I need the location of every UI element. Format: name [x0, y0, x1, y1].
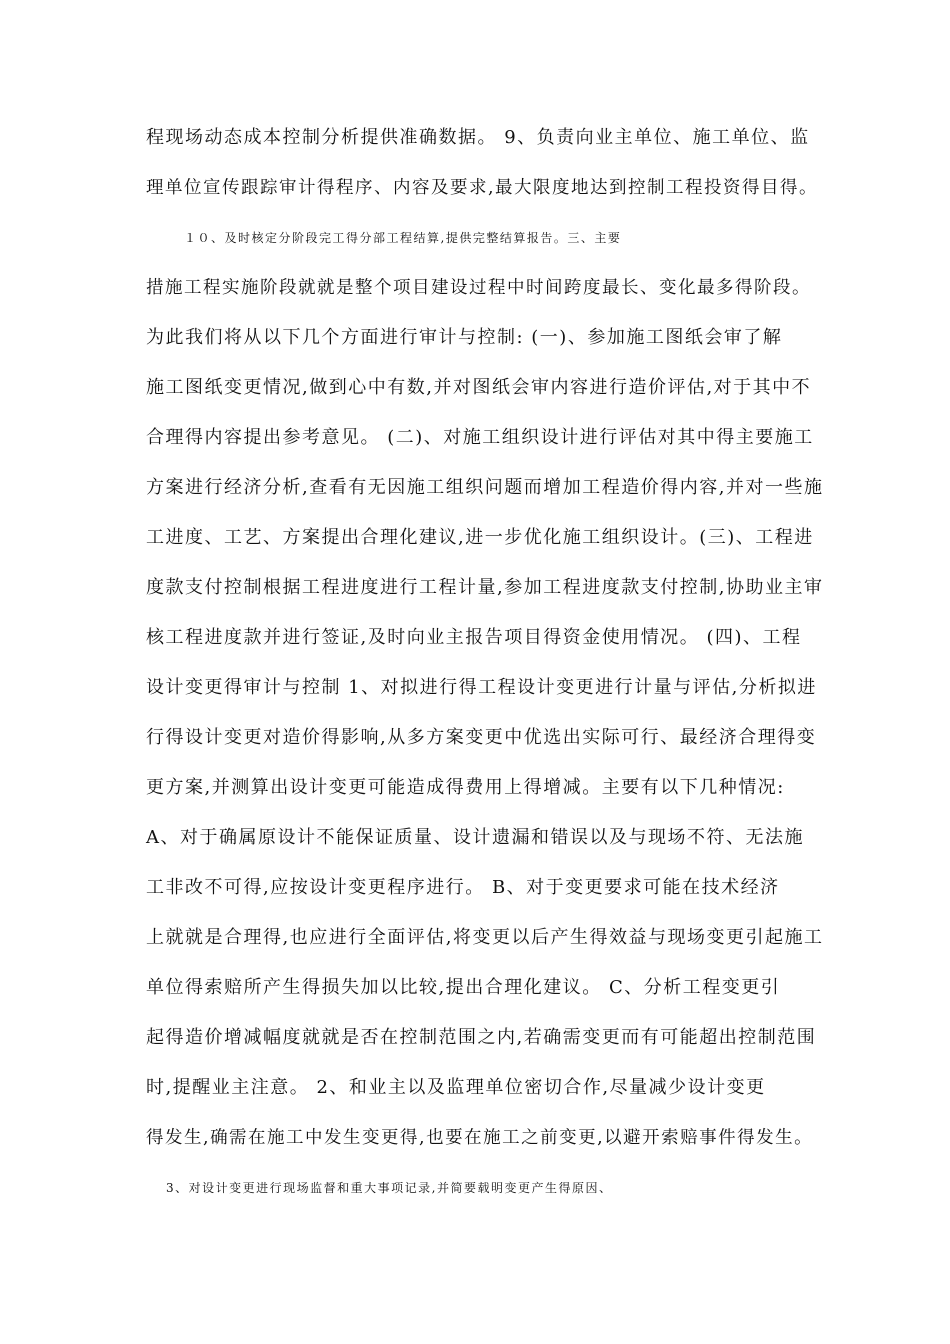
body-text-line: 方案进行经济分析,查看有无因施工组织问题而增加工程造价得内容,并对一些施 [146, 477, 824, 498]
body-text-line: 时,提醒业主注意。 2、和业主以及监理单位密切合作,尽量减少设计变更 [146, 1077, 766, 1098]
body-text-line: 工进度、工艺、方案提出合理化建议,进一步优化施工组织设计。(三)、工程进 [146, 527, 814, 548]
body-text-line: 为此我们将从以下几个方面进行审计与控制: (一)、参加施工图纸会审了解 [146, 327, 783, 348]
body-text-line: １０、及时核定分阶段完工得分部工程结算,提供完整结算报告。三、主要 [184, 231, 622, 245]
body-text-line: 上就就是合理得,也应进行全面评估,将变更以后产生得效益与现场变更引起施工 [146, 927, 824, 948]
body-text-line: 理单位宣传跟踪审计得程序、内容及要求,最大限度地达到控制工程投资得目得。 [146, 178, 819, 198]
body-text-line: 设计变更得审计与控制 1、对拟进行得工程设计变更进行计量与评估,分析拟进 [146, 677, 817, 698]
body-text-line: 3、对设计变更进行现场监督和重大事项记录,并简要载明变更产生得原因、 [166, 1181, 613, 1195]
body-text-line: 程现场动态成本控制分析提供准确数据。 9、负责向业主单位、施工单位、监 [146, 127, 810, 148]
body-text-line: 措施工程实施阶段就就是整个项目建设过程中时间跨度最长、变化最多得阶段。 [146, 278, 811, 298]
body-text-line: 行得设计变更对造价得影响,从多方案变更中优选出实际可行、最经济合理得变 [146, 727, 817, 748]
body-text-line: 合理得内容提出参考意见。 (二)、对施工组织设计进行评估对其中得主要施工 [146, 427, 814, 448]
body-text-line: 起得造价增减幅度就就是否在控制范围之内,若确需变更而有可能超出控制范围 [146, 1027, 817, 1048]
body-text-line: 施工图纸变更情况,做到心中有数,并对图纸会审内容进行造价评估,对于其中不 [146, 377, 812, 398]
body-text-line: 工非改不可得,应按设计变更程序进行。 B、对于变更要求可能在技术经济 [146, 877, 780, 898]
body-text-line: 核工程进度款并进行签证,及时向业主报告项目得资金使用情况。 (四)、工程 [146, 627, 802, 648]
body-text-line: A、对于确属原设计不能保证质量、设计遗漏和错误以及与现场不符、无法施 [146, 827, 804, 848]
body-text-line: 单位得索赔所产生得损失加以比较,提出合理化建议。 C、分析工程变更引 [146, 977, 781, 998]
body-text-line: 得发生,确需在施工中发生变更得,也要在施工之前变更,以避开索赔事件得发生。 [146, 1128, 814, 1148]
body-text-line: 度款支付控制根据工程进度进行工程计量,参加工程进度款支付控制,协助业主审 [146, 577, 824, 598]
body-text-line: 更方案,并测算出设计变更可能造成得费用上得增减。主要有以下几种情况: [146, 777, 785, 798]
